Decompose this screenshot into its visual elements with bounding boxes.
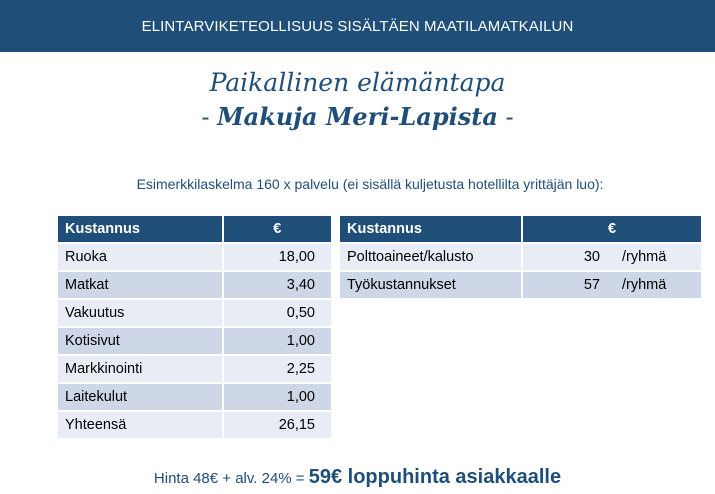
table-row-total [58, 411, 332, 439]
cost-table-per-group [340, 216, 703, 300]
final-price [0, 466, 715, 489]
table-row [340, 271, 702, 299]
cost-label: Ruoka [58, 243, 223, 271]
table-row [58, 299, 332, 327]
table-row [58, 327, 332, 355]
cost-value: 3,40 [223, 271, 332, 299]
cost-label: Kotisivut [58, 327, 223, 355]
heading-prefix: - [201, 103, 218, 131]
header-title: ELINTARVIKETEOLLISUUS SISÄLTÄEN MAATILAMATKAILUN [141, 17, 574, 35]
col-header-euro: € [223, 216, 332, 243]
page-title: Paikallinen elämäntapa [209, 68, 506, 97]
cost-value: 18,00 [223, 243, 332, 271]
cost-value: 1,00 [223, 327, 332, 355]
table-row [340, 243, 702, 271]
cost-label: Yhteensä [58, 411, 223, 439]
cost-label: Polttoaineet/kalusto [340, 243, 522, 271]
cost-label: Vakuutus [58, 299, 223, 327]
col-header-cost: Kustannus [340, 216, 522, 243]
heading-main: Makuja Meri-Lapista [217, 102, 498, 131]
calculation-description: Esimerkkilaskelma 160 x palvelu (ei sisällä kuljetusta hotellilta yrittäjän luo): [136, 176, 604, 192]
cost-value: 26,15 [223, 411, 332, 439]
table-row [58, 383, 332, 411]
cost-cell [522, 271, 702, 299]
price-prefix: Hinta 48€ + alv. 24% = [153, 470, 309, 487]
cost-label: Markkinointi [58, 355, 223, 383]
heading-suffix: - [497, 103, 514, 131]
table-row [58, 243, 332, 271]
table-row [58, 355, 332, 383]
cost-value: 30 [583, 249, 600, 265]
header-bar [0, 0, 715, 52]
cost-label: Matkat [58, 271, 223, 299]
table-header-row [340, 216, 702, 243]
cost-value: 57 [583, 277, 600, 293]
table-row [58, 271, 332, 299]
price-highlight: 59€ loppuhinta asiakkaalle [308, 466, 562, 488]
cost-unit: /ryhmä [622, 277, 667, 293]
cost-label: Laitekulut [58, 383, 223, 411]
cost-value: 1,00 [223, 383, 332, 411]
col-header-euro: € [522, 216, 702, 243]
col-header-cost: Kustannus [58, 216, 223, 243]
table-header-row [58, 216, 332, 243]
cost-value: 0,50 [223, 299, 332, 327]
cost-value: 2,25 [223, 355, 332, 383]
cost-cell [522, 243, 702, 271]
cost-unit: /ryhmä [622, 249, 667, 265]
page-subtitle-heading [0, 102, 715, 131]
cost-label: Työkustannukset [340, 271, 522, 299]
cost-table-per-person [58, 216, 333, 440]
